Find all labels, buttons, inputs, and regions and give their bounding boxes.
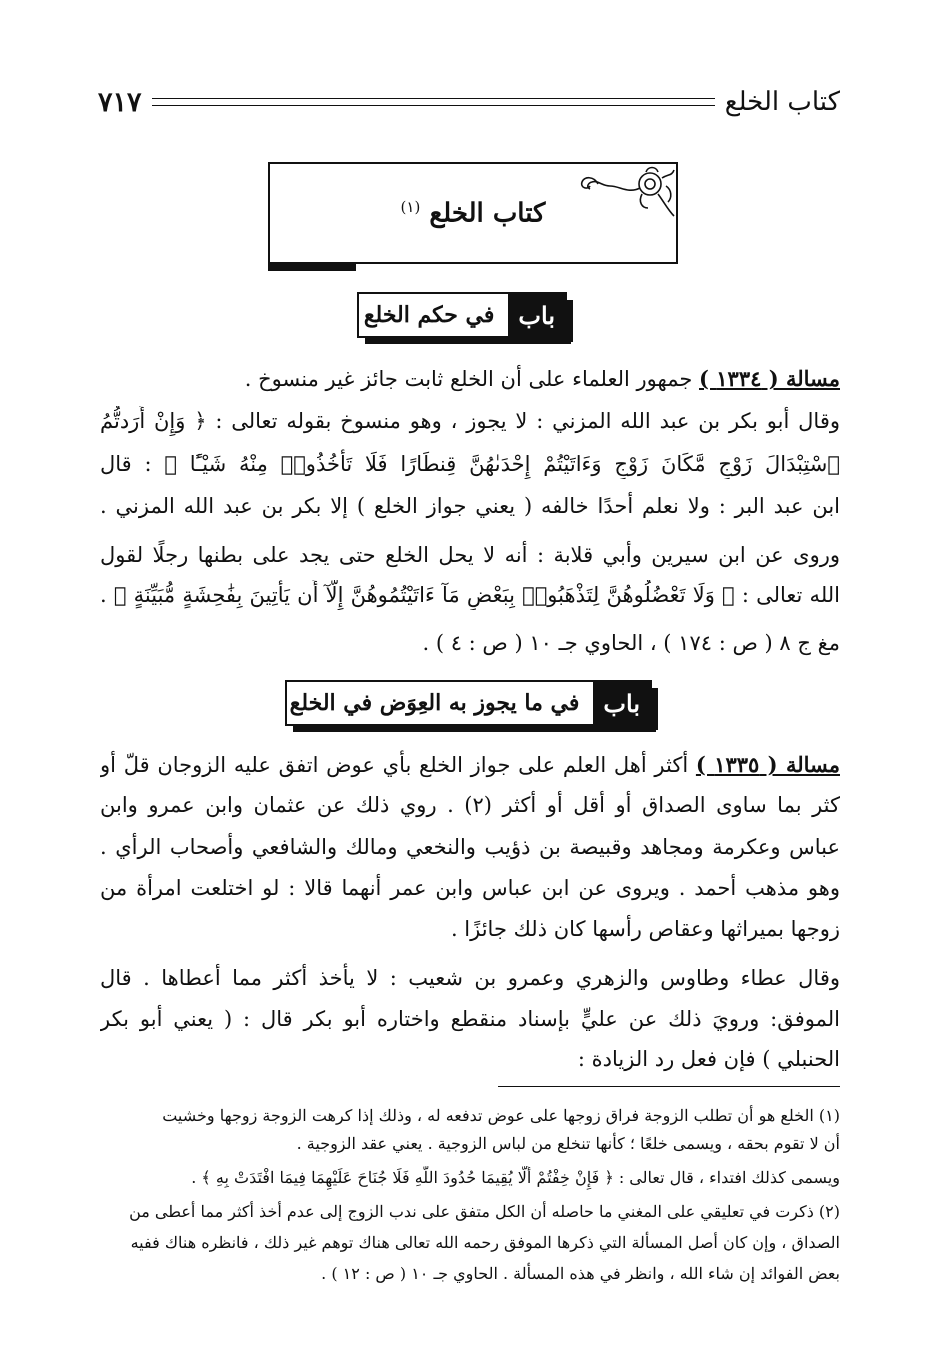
text-line: كثر بما ساوى الصداق أو أقل أو أكثر (٢) . روي ذلك عن عثمان وابن عمرو وابن <box>100 793 840 817</box>
text-line: وهو مذهب أحمد . ويروى عن ابن عباس وابن عمر أنهما قالا : لو اختلعت امرأة من <box>100 876 840 900</box>
running-chapter-name: كتاب الخلع <box>724 87 840 117</box>
section-title: في حكم الخلع <box>363 302 495 328</box>
chapter-title-frame <box>268 162 678 264</box>
box-shadow-bottom <box>293 726 656 732</box>
quran-text-line: ٱسْتِبْدَالَ زَوْجٍ مَّكَانَ زَوْجٍ وَءَاتَيْتُمْ إِحْدَىٰهُنَّ قِنطَارًا فَلَا تَأْخُذُوا۟ مِنْهُ شَيْـًٔا ﴾ : قال <box>100 452 840 476</box>
reference-line: مغ ج ٨ ( ص : ١٧٤ ) ، الحاوي جـ ١٠ ( ص : ٤ ) . <box>422 631 840 655</box>
text-line <box>100 364 840 394</box>
text-line: الموفق: ورويَ ذلك عن عليٍّ بإسناد منقطع واختاره أبو بكر قال : ( يعني أبو بكر <box>100 1007 840 1031</box>
text-line: الحنبلي ) فإن فعل رد الزيادة : <box>577 1047 840 1071</box>
section-title: في ما يجوز به العِوَض في الخلع <box>289 690 580 716</box>
section-label: باب <box>508 294 565 336</box>
box-shadow-side <box>567 300 573 342</box>
footnote-separator <box>498 1086 840 1087</box>
page-number: ٧١٧ <box>98 86 142 118</box>
text-span: أكثر أهل العلم على جواز الخلع بأي عوض اتفق عليه الزوجان قلّ أو <box>100 753 696 777</box>
chapter-title <box>270 198 676 229</box>
section-heading-khul-compensation <box>285 680 652 726</box>
text-line: وروى عن ابن سيرين وأبي قلابة : أنه لا يحل الخلع حتى يجد على بطنها رجلًا لقول <box>100 543 840 567</box>
header-double-rule <box>152 98 715 106</box>
text-line: ابن عبد البر : ولا نعلم أحدًا خالفه ( يعني جواز الخلع ) إلا بكر بن عبد الله المزني . <box>100 494 840 518</box>
section-label: باب <box>593 682 650 724</box>
footnote-line: ويسمى كذلك افتداء ، قال تعالى : ﴿ فَإِنْ خِفْتُمْ أَلَّا يُقِيمَا حُدُودَ اللَّهِ فَلَا جُنَاحَ عَلَيْهِمَا فِيمَا افْتَدَتْ بِهِ ﴾ . <box>191 1168 840 1187</box>
masala-number: مسالة ( ١٣٣٥ ) <box>695 752 840 777</box>
box-shadow-bottom <box>365 338 571 344</box>
footnote-line: بعض الفوائد إن شاء الله ، وانظر في هذه المسألة . الحاوي جـ ١٠ ( ص : ١٢ ) . <box>321 1264 840 1283</box>
footnote-line: أن لا تقوم بحقه ، ويسمى خلعًا ؛ كأنها تنخلع من لباس الزوجية . يعني عقد الزوجية . <box>296 1134 840 1153</box>
box-shadow-side <box>652 688 658 730</box>
footnote-line: الصداق ، وإن كان أصل المسألة التي ذكرها الموفق رحمه الله تعالى هناك توهم غير ذلك ، فانظره هناك ففيه <box>130 1233 840 1252</box>
footnote-line: (٢) ذكرت في تعليقي على المغني ما حاصله أن الكل متفق على ندب الزوج إلى عدم أخذ أكثر مما أعطى من <box>129 1202 840 1221</box>
text-line: وقال عطاء وطاوس والزهري وعمرو بن شعيب : لا يأخذ أكثر مما أعطاها . قال <box>100 966 840 990</box>
frame-shadow-bar <box>268 264 356 271</box>
text-span: جمهور العلماء على أن الخلع ثابت جائز غير منسوخ . <box>244 367 700 391</box>
section-heading-khul-ruling <box>357 292 567 338</box>
text-line: وقال أبو بكر بن عبد الله المزني : لا يجوز ، وهو منسوخ بقوله تعالى : ﴿ وَإِنْ أَرَدتُّمُ <box>100 409 840 433</box>
footnote-line: (١) الخلع هو أن تطلب الزوجة فراق زوجها على عوض تدفعه له ، وذلك إذا كرهت الزوجة زوجها وخشيت <box>162 1106 840 1125</box>
chapter-title-text: كتاب الخلع <box>429 198 546 229</box>
text-line: عباس وعكرمة ومجاهد وقبيصة بن ذؤيب والنخعي ومالك والشافعي وأصحاب الرأي . <box>100 835 840 859</box>
running-header <box>98 84 840 120</box>
text-line: زوجها بميراثها وعقاص رأسها كان ذلك جائزًا . <box>450 917 840 941</box>
masala-number: مسالة ( ١٣٣٤ ) <box>699 366 840 391</box>
text-line <box>100 750 840 780</box>
chapter-footnote-ref: (١) <box>400 198 421 216</box>
quran-text-line: الله تعالى : ﴿ وَلَا تَعْضُلُوهُنَّ لِتَذْهَبُوا۟ بِبَعْضِ مَآ ءَاتَيْتُمُوهُنَّ إِلَّآ أَن يَأْتِينَ بِفَٰحِشَةٍ مُّبَيِّنَةٍ ﴾ . <box>100 583 840 607</box>
